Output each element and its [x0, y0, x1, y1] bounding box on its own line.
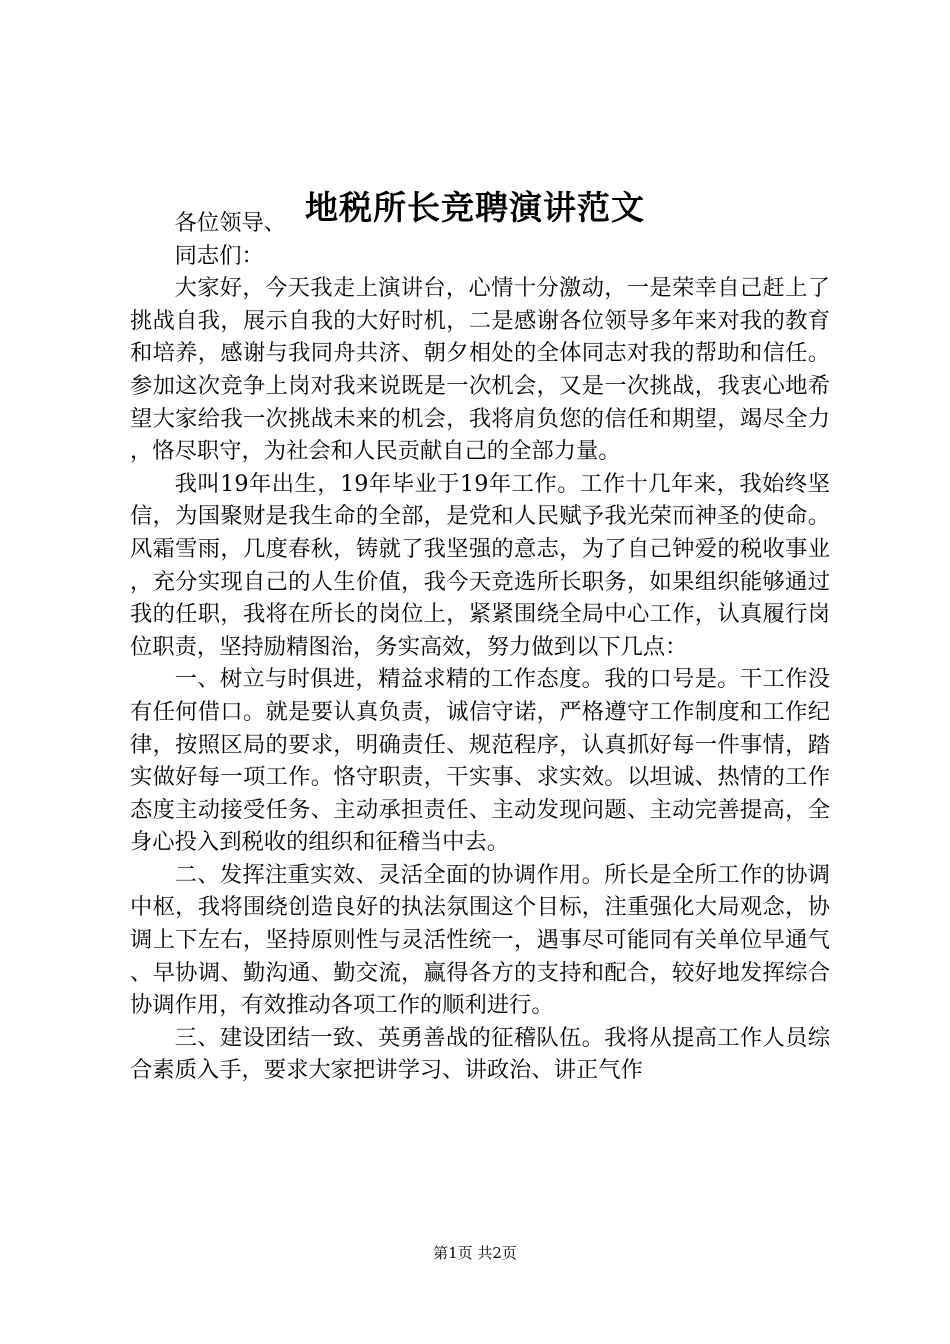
document-body: [130, 207, 830, 1087]
body-paragraph: 二、发挥注重实效、灵活全面的协调作用。所长是全所工作的协调中枢，我将围绕创造良好的执法氛围这个目标，注重强化大局观念，协调上下左右，坚持原则性与灵活性统一，遇事尽可能同有关单位早通气、早协调、勤沟通、勤交流，赢得各方的支持和配合，较好地发挥综合协调作用，有效推动各项工作的顺利进行。: [130, 861, 830, 1019]
body-paragraph: 三、建设团结一致、英勇善战的征稽队伍。我将从提高工作人员综合素质入手，要求大家把讲学习、讲政治、讲正气作: [130, 1024, 830, 1084]
body-paragraph: 一、树立与时俱进，精益求精的工作态度。我的口号是。干工作没有任何借口。就是要认真负责，诚信守诺，严格遵守工作制度和工作纪律，按照区局的要求，明确责任、规范程序，认真抓好每一件事情，踏实做好每一项工作。恪守职责，干实事、求实效。以坦诚、热情的工作态度主动接受任务、主动承担责任、主动发现问题、主动完善提高，全身心投入到税收的组织和征稽当中去。: [130, 666, 830, 856]
salutation-line: 同志们：: [174, 242, 264, 269]
salutation-line: 各位领导、: [174, 210, 287, 236]
page-footer: 第1页 共2页: [433, 1244, 517, 1262]
body-paragraph: 我叫19年出生，19年毕业于19年工作。工作十几年来，我始终坚信，为国聚财是我生命的全部，是党和人民赋予我光荣而神圣的使命。风霜雪雨，几度春秋，铸就了我坚强的意志，为了自己钟爱的税收事业，充分实现自己的人生价值，我今天竞选所长职务，如果组织能够通过我的任职，我将在所长的岗位上，紧紧围绕全局中心工作，认真履行岗位职责，坚持励精图治，务实高效，努力做到以下几点：: [130, 470, 830, 660]
document-title: 地税所长竞聘演讲范文: [305, 188, 645, 227]
body-paragraph: 大家好，今天我走上演讲台，心情十分激动，一是荣幸自己赶上了挑战自我，展示自我的大好时机，二是感谢各位领导多年来对我的教育和培养，感谢与我同舟共济、朝夕相处的全体同志对我的帮助和信任。参加这次竞争上岗对我来说既是一次机会，又是一次挑战，我衷心地希望大家给我一次挑战未来的机会，我将肩负您的信任和期望，竭尽全力，恪尽职守，为社会和人民贡献自己的全部力量。: [130, 275, 830, 465]
